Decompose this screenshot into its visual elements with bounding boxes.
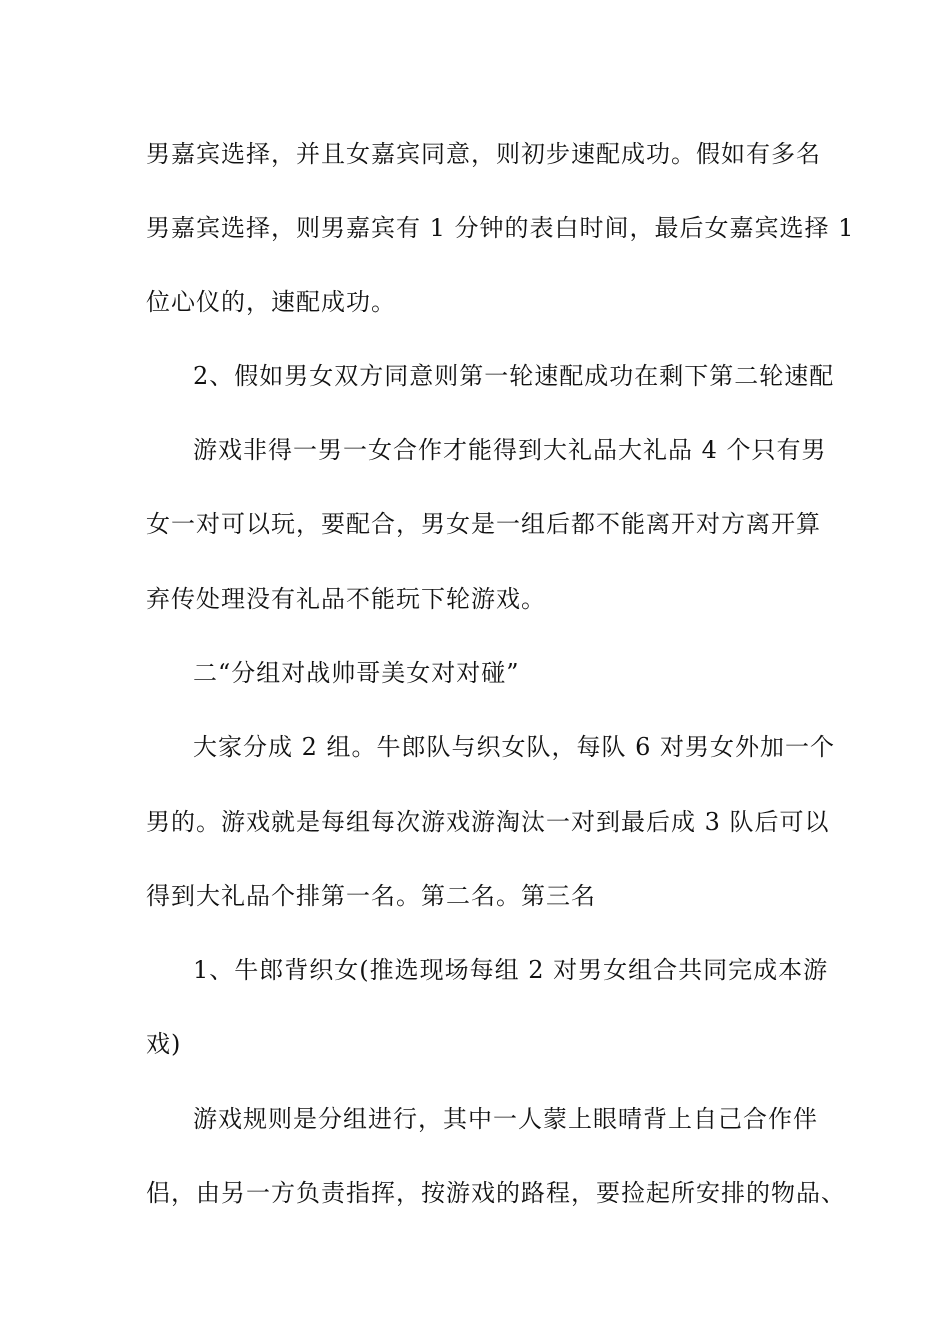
paragraph-line: 1、牛郎背织女(推选现场每组 2 对男女组合共同完成本游 bbox=[193, 956, 829, 984]
section-heading: 二“分组对战帅哥美女对对碰” bbox=[193, 659, 520, 687]
paragraph-line: 侣，由另一方负责指挥，按游戏的路程，要捡起所安排的物品、 bbox=[146, 1179, 846, 1207]
paragraph-line: 大家分成 2 组。牛郎队与织女队，每队 6 对男女外加一个 bbox=[193, 733, 836, 761]
paragraph-line: 男嘉宾选择，并且女嘉宾同意，则初步速配成功。假如有多名 bbox=[146, 140, 821, 168]
paragraph-line: 女一对可以玩，要配合，男女是一组后都不能离开对方离开算 bbox=[146, 510, 821, 538]
paragraph-line: 游戏规则是分组进行，其中一人蒙上眼晴背上自己合作伴 bbox=[193, 1105, 818, 1133]
paragraph-line: 男的。游戏就是每组每次游戏游淘汰一对到最后成 3 队后可以 bbox=[146, 808, 830, 836]
paragraph-line: 游戏非得一男一女合作才能得到大礼品大礼品 4 个只有男 bbox=[193, 436, 827, 464]
paragraph-line: 位心仪的，速配成功。 bbox=[146, 288, 396, 316]
paragraph-line: 得到大礼品个排第一名。第二名。第三名 bbox=[146, 882, 596, 910]
paragraph-line: 男嘉宾选择，则男嘉宾有 1 分钟的表白时间，最后女嘉宾选择 1 bbox=[146, 214, 855, 242]
paragraph-line: 2、假如男女双方同意则第一轮速配成功在剩下第二轮速配 bbox=[193, 362, 835, 390]
paragraph-line: 戏) bbox=[146, 1030, 182, 1058]
paragraph-line: 弃传处理没有礼品不能玩下轮游戏。 bbox=[146, 585, 546, 613]
